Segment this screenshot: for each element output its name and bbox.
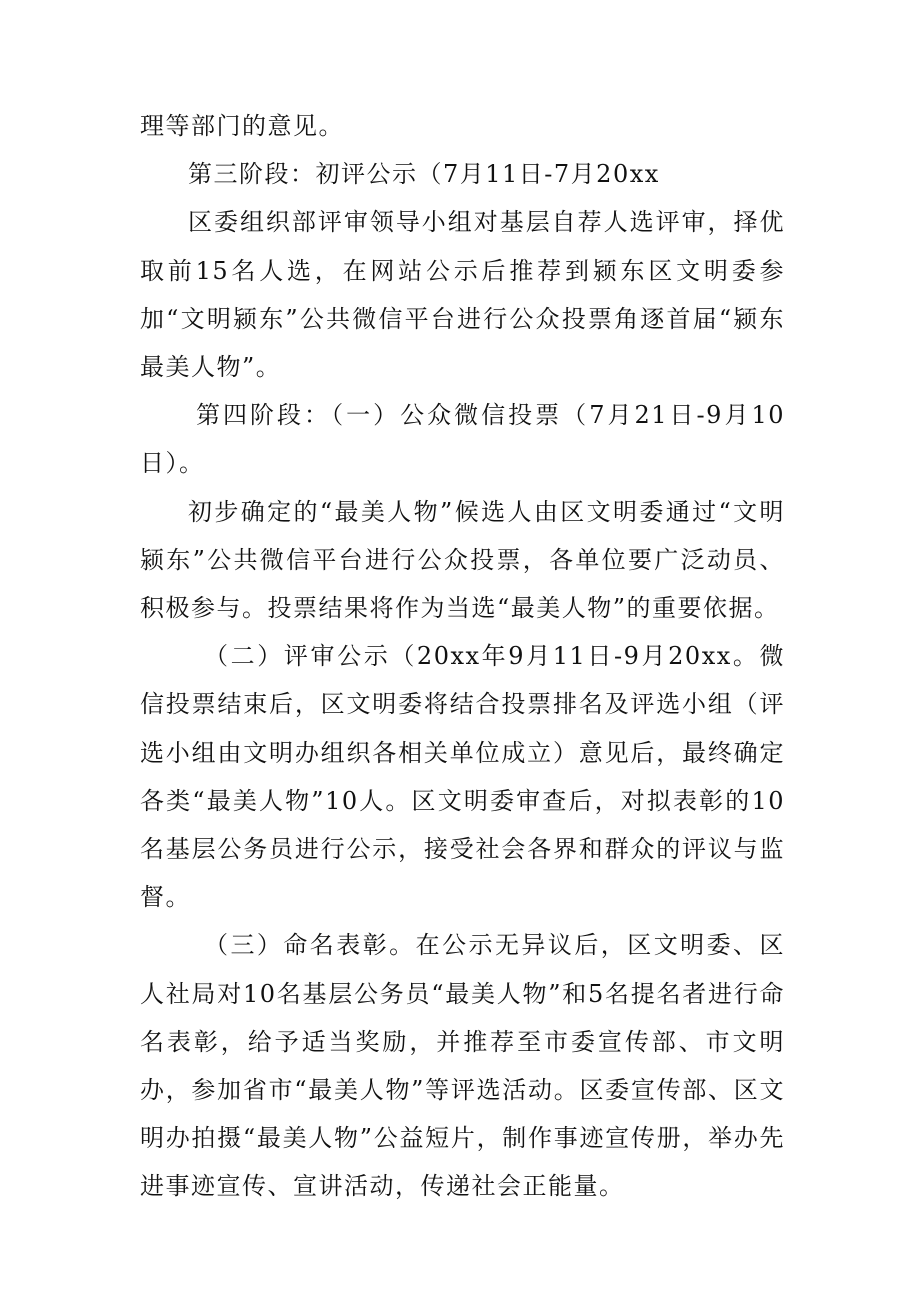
paragraph-continuation: 理等部门的意见。 [140, 112, 344, 140]
paragraph-stage-three-heading: 第三阶段：初评公示（7月11日-7月20xx [188, 160, 660, 189]
paragraph-stage-four-heading: 第四阶段：（一）公众微信投票（7月21日-9月10日）。 [140, 401, 785, 478]
paragraph-stage-four-voting: 初步确定的“最美人物”候选人由区文明委通过“文明颍东”公共微信平台进行公众投票，各单位要广泛动员、积极参与。投票结果将作为当选“最美人物”的重要依据。 [140, 497, 785, 623]
paragraph-naming-commendation: （三）命名表彰。在公示无异议后，区文明委、区人社局对10名基层公务员“最美人物”和5名提名者进行命名表彰，给予适当奖励，并推荐至市委宣传部、市文明办，参加省市“最美人物”等评选活动。区委宣传部、区文明办拍摄“最美人物”公益短片，制作事迹宣传册，举办先进事迹宣传、宣讲活动，传递社会正能量。 [140, 931, 785, 1201]
paragraph-stage-three-body: 区委组织部评审领导小组对基层自荐人选评审，择优取前15名人选，在网站公示后推荐到颍东区文明委参加“文明颍东”公共微信平台进行公众投票角逐首届“颍东最美人物”。 [140, 208, 785, 382]
document-body [140, 102, 785, 1211]
paragraph-review-publicity: （二）评审公示（20xx年9月11日-9月20xx。微信投票结束后，区文明委将结合投票排名及评选小组（评选小组由文明办组织各相关单位成立）意见后，最终确定各类“最美人物”10人。区文明委审查后，对拟表彰的10名基层公务员进行公示，接受社会各界和群众的评议与监督。 [140, 642, 785, 912]
